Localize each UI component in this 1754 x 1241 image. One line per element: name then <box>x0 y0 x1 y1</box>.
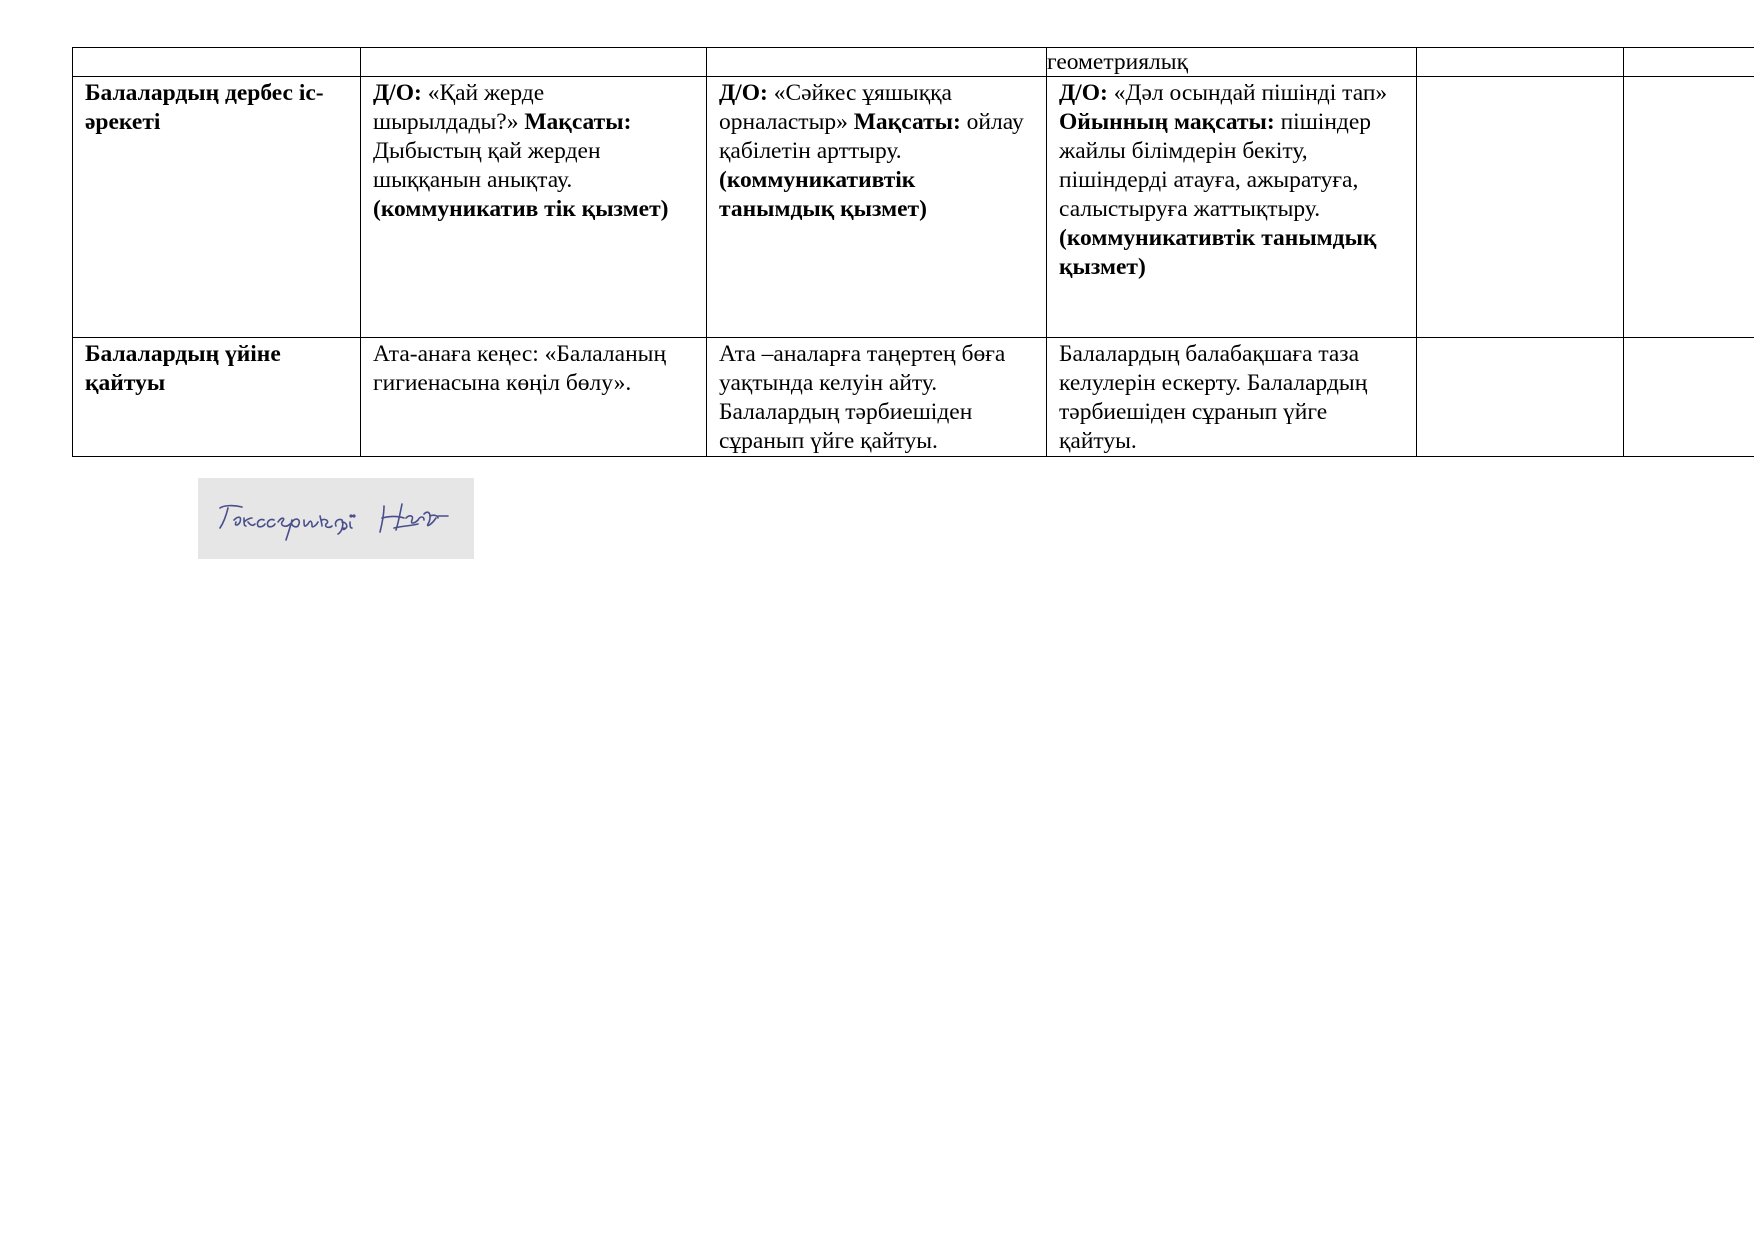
cell-text: Ата –аналарға таңертең бөға уақтында келуін айту. Балалардың тәрбиешіден сұранып үйге қайтуы. <box>719 341 1006 454</box>
goal-text: пішіндер жайлы білімдерін бекіту, пішіндерді атауға, ажыратуға, салыстыруға жаттықтыру. <box>1059 109 1372 222</box>
game-prefix: Д/О: <box>373 80 422 106</box>
table-cell <box>1047 77 1417 338</box>
game-prefix: Д/О: <box>719 80 768 106</box>
table-cell <box>707 77 1047 338</box>
table-cell <box>1417 48 1624 77</box>
goal-label: Ойынның мақсаты: <box>1059 109 1275 135</box>
table-cell <box>1624 338 1754 457</box>
table-cell <box>1047 338 1417 457</box>
table-cell <box>1417 77 1624 338</box>
table-cell <box>1624 77 1754 338</box>
activity-type: (коммуникатив тік қызмет) <box>373 196 669 222</box>
cell-text: Ата-анаға кеңес: «Балаланың гигиенасына көңіл бөлу». <box>373 341 667 396</box>
table-cell <box>361 48 707 77</box>
cell-text: Балалардың балабақшаға таза келулерін ескерту. Балалардың тәрбиешіден сұранып үйге қайтуы. <box>1059 341 1368 454</box>
game-title: «Сәйкес ұяшыққа орналастыр» <box>719 80 952 135</box>
game-title: «Қай жерде шырылдады?» <box>373 80 545 135</box>
signature-image <box>198 478 474 559</box>
cell-text: геометриялық <box>1047 49 1188 75</box>
table-cell <box>361 338 707 457</box>
goal-text: Дыбыстың қай жерден шыққанын анықтау. <box>373 138 601 193</box>
row-heading: Балалардың үйіне қайтуы <box>73 338 361 457</box>
goal-label: Мақсаты: <box>853 109 961 135</box>
game-prefix: Д/О: <box>1059 80 1108 106</box>
row-heading: Балалардың дербес іс-әрекеті <box>73 77 361 338</box>
table-cell <box>1624 48 1754 77</box>
table-row <box>73 77 1754 338</box>
table-cell <box>361 77 707 338</box>
handwritten-signature <box>198 478 474 559</box>
table-row <box>73 338 1754 457</box>
goal-text: ойлау қабілетін арттыру. <box>719 109 1024 164</box>
table-cell <box>707 48 1047 77</box>
weekly-plan-table <box>72 47 1754 457</box>
table-cell <box>707 338 1047 457</box>
goal-label: Мақсаты: <box>524 109 632 135</box>
table-cell <box>73 48 361 77</box>
document-page <box>72 47 1754 457</box>
table-row <box>73 48 1754 77</box>
table-cell <box>1047 48 1417 77</box>
activity-type: (коммуникативтік танымдық қызмет) <box>719 167 927 222</box>
game-title: «Дәл осындай пішінді тап» <box>1113 80 1388 106</box>
activity-type: (коммуникативтік танымдық қызмет) <box>1059 225 1377 280</box>
table-cell <box>1417 338 1624 457</box>
